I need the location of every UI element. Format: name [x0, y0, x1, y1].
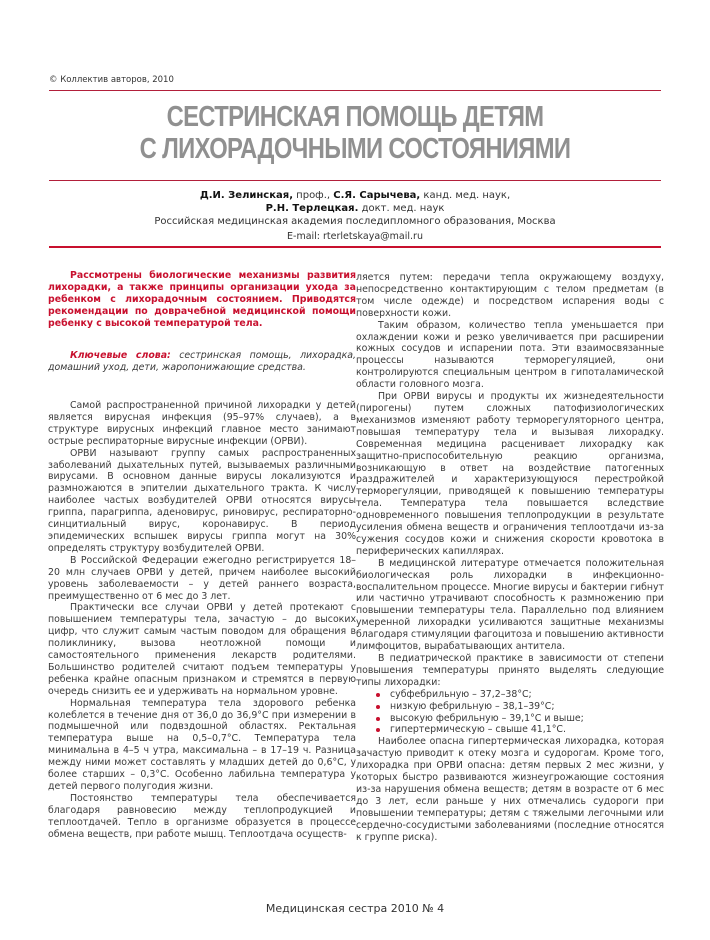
- left-paragraph: Самой распространенной причиной лихорадки у детей является вирусная инфекция (95–97% случаев), а в структуре вирусных инфекций главное место занимают острые респираторные вирусные инфекции (ОРВИ).: [48, 400, 356, 447]
- copyright-line: © Коллектив авторов, 2010: [49, 75, 174, 85]
- authors-line-1: [49, 189, 661, 202]
- author-3-name: Р.Н. Терлецкая.: [265, 203, 359, 214]
- left-paragraph: Нормальная температура тела здорового ребенка колеблется в течение дня от 36,0 до 36,9°С при измерении в подмышечной или подвздошной областях. Ректальная температура выше на 0,5–0,7°С. Температура тела минимальна в 4–5 ч утра, максимальна – в 17–19 ч. Разница между ними может составлять у младших детей до 0,6°С, у более старших – 0,3°С. Особенно лабильна температура у детей первого полугодия жизни.: [48, 697, 356, 792]
- left-paragraph: ОРВИ называют группу самых распространенных заболеваний дыхательных путей, вызываемых различными вирусами. В основном данные вирусы локализуются и размножаются в эпителии дыхательного тракта. К числу наиболее частых возбудителей ОРВИ относятся вирусы гриппа, парагриппа, аденовирус, риновирус, респираторно-синцитиальный вирус, коронавирус. В период эпидемических вспышек вирусы гриппа могут на 30% определять структуру возбудителей ОРВИ.: [48, 447, 356, 554]
- affiliation: Российская медицинская академия последипломного образования, Москва: [154, 216, 556, 227]
- right-paragraph: Наиболее опасна гипертермическая лихорадка, которая зачастую приводит к отеку мозга и судорогам. Кроме того, лихорадка при ОРВИ опасна: детям первых 2 мес жизни, у которых быстро развиваются жизнеугрожающие состояния из-за нарушения обмена веществ; детям в возрасте от 6 мес до 3 лет, если раньше у них отмечались судороги при повышении температуры; детям с тяжелыми легочными или сердечно-сосудистыми заболеваниями (последние относятся к группе риска).: [356, 736, 664, 843]
- top-rule: [49, 90, 661, 91]
- right-column: [356, 272, 664, 844]
- fever-type-item: низкую фебрильную – 38,1–39°С;: [376, 701, 664, 713]
- email[interactable]: E-mail: rterletskaya@mail.ru: [287, 231, 423, 242]
- author-3-title: докт. мед. наук: [358, 203, 445, 214]
- right-paragraph: ляется путем: передачи тепла окружающему воздуху, непосредственно контактирующим с телом предметам (в том числе одежде) и посредством испарения воды с поверхности кожи.: [356, 272, 664, 319]
- fever-type-item: субфебрильную – 37,2–38°С;: [376, 689, 664, 701]
- title-rule: [49, 180, 661, 181]
- title-line-1: СЕСТРИНСКАЯ ПОМОЩЬ ДЕТЯМ: [166, 101, 544, 133]
- abstract: Рассмотрены биологические механизмы развития лихорадки, а также принципы организации ухода за ребенком с лихорадочным состоянием. Приводятся рекомендации по доврачебной медицинской помощи ребенку с высокой температурой тела.: [48, 270, 356, 329]
- authors-block: [49, 189, 661, 228]
- right-paragraph: Таким образом, количество тепла уменьшается при охлаждении кожи и резко увеличивается при расширении кожных сосудов и испарении пота. Эти взаимосвязанные процессы называются терморегуляцией, они контролируются специальным центром в гипоталамической области головного мозга.: [356, 319, 664, 391]
- right-paragraph: В медицинской литературе отмечается положительная биологическая роль лихорадки в инфекционно-воспалительном процессе. Многие вирусы и бактерии гибнут или частично утрачивают способность к размножению при повышении температуры тела. Параллельно под влиянием умеренной лихорадки усиливаются защитные механизмы благодаря стимуляции фагоцитоза и повышению активности лимфоцитов, вырабатывающих антитела.: [356, 557, 664, 653]
- fever-types-list: [356, 689, 664, 737]
- right-paragraph: При ОРВИ вирусы и продукты их жизнедеятельности (пирогены) путем сложных патофизиологических механизмов изменяют работу терморегуляторного центра, повышая температуру тела и вызывая лихорадку. Современная медицина расценивает лихорадку как защитно-приспособительную реакцию организма, возникающую в ответ на воздействие патогенных раздражителей и характеризующуюся перестройкой терморегуляции, приводящей к повышению температуры тела. Температура тела повышается вследствие одновременного повышения теплопродукции в результате усиления обмена веществ и ограничения теплоотдачи из-за сужения сосудов кожи и снижения скорости кровотока в периферических капиллярах.: [356, 391, 664, 557]
- right-paragraph: В педиатрической практике в зависимости от степени повышения температуры принято выделять следующие типы лихорадки:: [356, 653, 664, 688]
- left-paragraph: Постоянство температуры тела обеспечивается благодаря равновесию между теплопродукцией и теплоотдачей. Тепло в организме образуется в процессе обмена веществ, при работе мышц. Теплоотдача осуществ-: [48, 792, 356, 840]
- title-line-2: С ЛИХОРАДОЧНЫМИ СОСТОЯНИЯМИ: [139, 133, 571, 165]
- article-title: [104, 101, 606, 165]
- left-paragraph: В Российской Федерации ежегодно регистрируется 18–20 млн случаев ОРВИ у детей, причем наиболее высокий уровень заболеваемости – у детей раннего возраста, преимущественно от 6 мес до 3 лет.: [48, 554, 356, 602]
- authors-line-2: [49, 202, 661, 215]
- author-1-name: Д.И. Зелинская,: [199, 190, 293, 201]
- page-footer: Медицинская сестра 2010 № 4: [265, 902, 445, 915]
- keywords-text: сестринская помощь, лихорадка, домашний уход, дети, жаропонижающие средства.: [48, 350, 357, 373]
- fever-type-item: гипертермическую – свыше 41,1°С.: [376, 724, 664, 736]
- keywords-label: Ключевые слова:: [70, 350, 171, 361]
- left-column: [48, 400, 356, 841]
- fever-type-item: высокую фебрильную – 39,1°С и выше;: [376, 713, 664, 725]
- author-2-name: С.Я. Сарычева,: [333, 190, 421, 201]
- authors-rule: [49, 246, 661, 248]
- author-1-title: проф.,: [293, 190, 334, 201]
- author-2-title: канд. мед. наук,: [420, 190, 511, 201]
- keywords: [48, 350, 356, 374]
- left-paragraph: Практически все случаи ОРВИ у детей протекают с повышением температуры тела, зачастую – до высоких цифр, что служит самым частым поводом для обращения в поликлинику, вызова неотложной помощи и самостоятельного применения лекарств родителями. Большинство родителей считают подъем температуры у ребенка крайне опасным признаком и стремятся в первую очередь снизить ее и удерживать на нормальном уровне.: [48, 602, 356, 697]
